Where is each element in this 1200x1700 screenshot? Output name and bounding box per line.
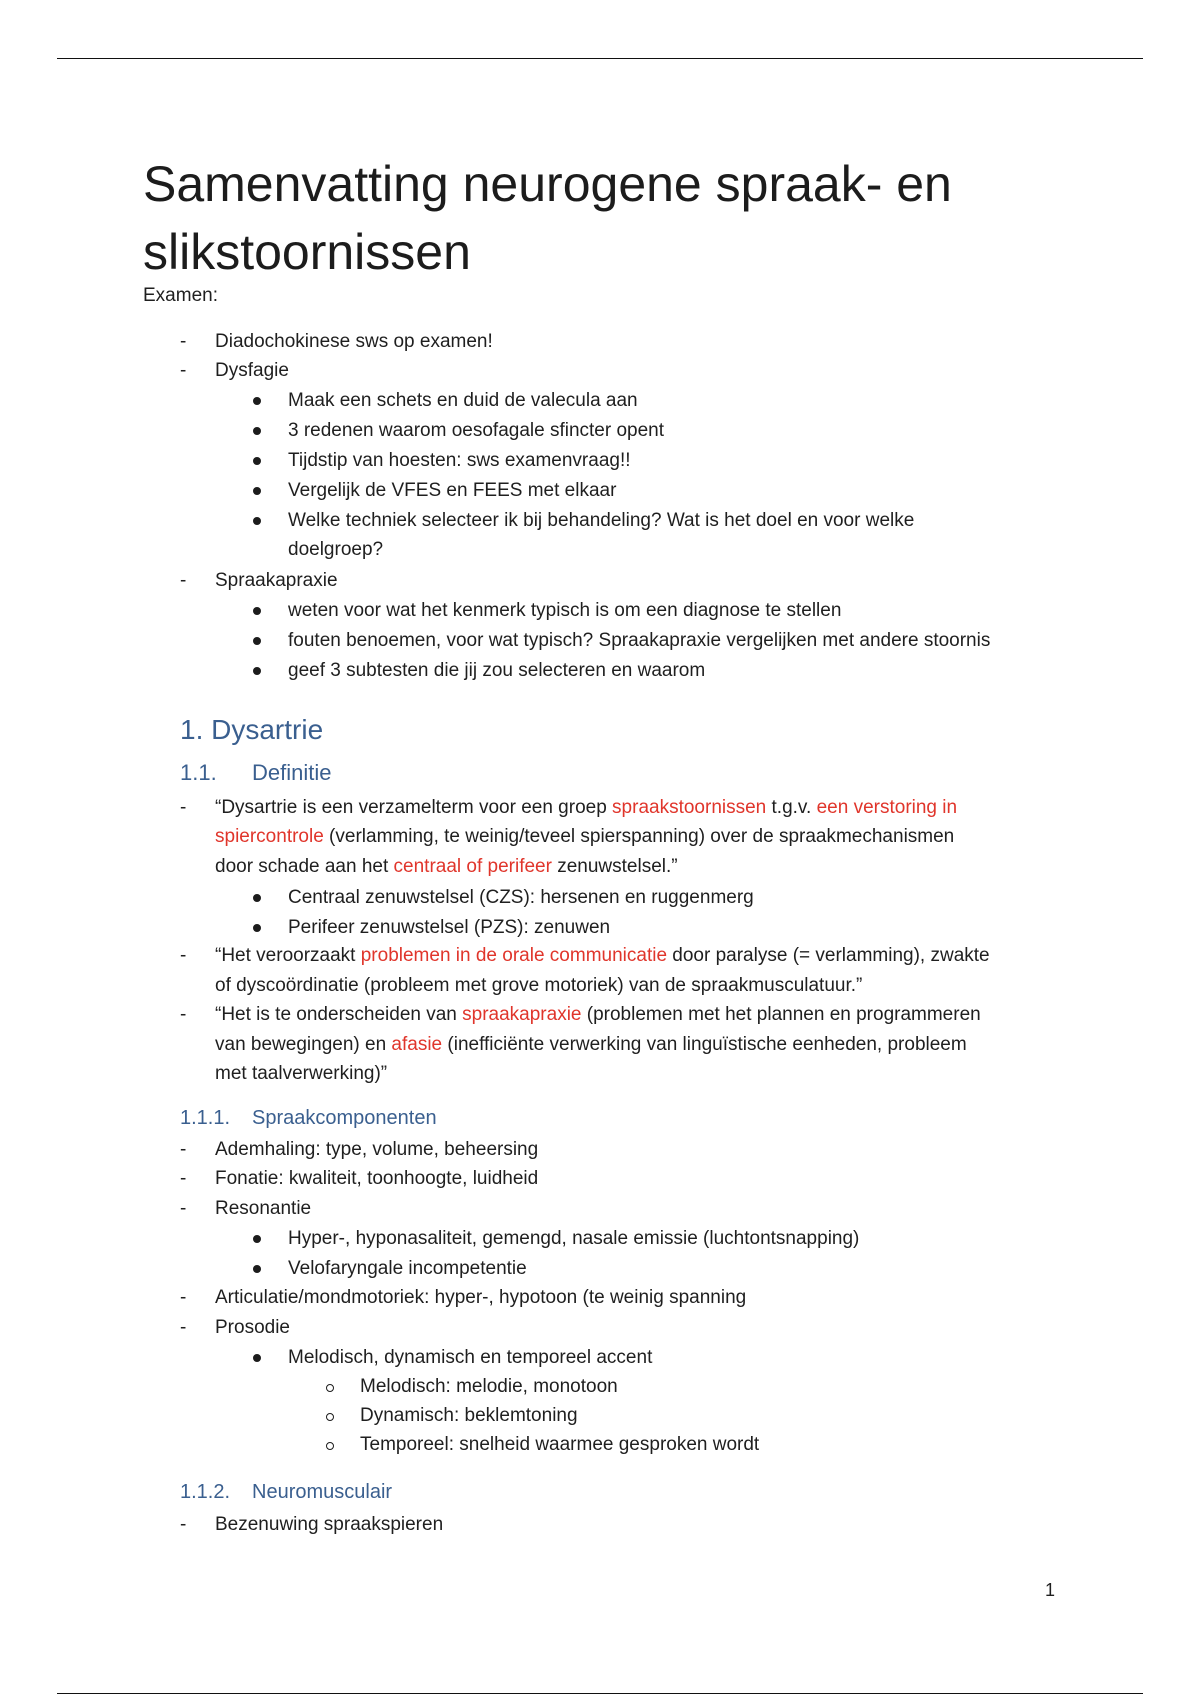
dash-marker: -	[180, 331, 187, 352]
text-run: t.g.v.	[766, 797, 817, 818]
text-run: door paralyse (= verlamming), zwakte	[667, 945, 990, 966]
list-item: geef 3 subtesten die jij zou selecteren en waarom	[288, 660, 706, 681]
heading-1-1	[180, 759, 331, 787]
bullet-marker	[253, 667, 261, 675]
list-item: Resonantie	[215, 1198, 312, 1219]
list-item: Dynamisch: beklemtoning	[360, 1405, 578, 1426]
circle-marker	[326, 1442, 334, 1450]
heading-number: 1.1.1.	[180, 1107, 231, 1129]
list-item: weten voor wat het kenmerk typisch is om een diagnose te stellen	[288, 600, 842, 621]
list-item: Ademhaling: type, volume, beheersing	[215, 1139, 539, 1160]
footer-rule	[57, 1693, 1143, 1694]
bullet-marker	[253, 607, 261, 615]
highlight-text: centraal of perifeer	[393, 856, 552, 877]
text-run: (problemen met het plannen en programmeren	[581, 1004, 981, 1025]
list-item: Fonatie: kwaliteit, toonhoogte, luidheid	[215, 1168, 539, 1189]
circle-marker	[326, 1413, 334, 1421]
list-item: Spraakapraxie	[215, 570, 338, 591]
heading-1	[180, 713, 323, 747]
definition-line	[215, 1003, 981, 1027]
text-run: (verlamming, te weinig/teveel spierspanning) over de spraakmechanismen	[323, 826, 955, 847]
heading-number: 1.	[180, 714, 204, 745]
text-run: zenuwstelsel.”	[551, 856, 678, 877]
bullet-marker	[253, 397, 261, 405]
list-item: Welke techniek selecteer ik bij behandeling? Wat is het doel en voor welke	[288, 510, 915, 531]
definition-line	[215, 855, 678, 879]
text-run: “Het veroorzaakt	[215, 945, 361, 966]
bullet-marker	[253, 427, 261, 435]
highlight-text: een verstoring in	[816, 797, 958, 818]
text-run: van bewegingen) en	[215, 1034, 392, 1055]
heading-text: Dysartrie	[211, 714, 324, 745]
list-item: Articulatie/mondmotoriek: hyper-, hypotoon (te weinig spanning	[215, 1287, 747, 1308]
highlight-text: spraakapraxie	[462, 1004, 582, 1025]
list-item: Hyper-, hyponasaliteit, gemengd, nasale emissie (luchtontsnapping)	[288, 1228, 860, 1249]
list-item: Prosodie	[215, 1317, 290, 1338]
heading-text: Definitie	[252, 760, 332, 785]
bullet-marker	[253, 637, 261, 645]
circle-marker	[326, 1384, 334, 1392]
header-rule	[57, 58, 1143, 59]
definition-line	[215, 796, 957, 820]
list-item-continuation: doelgroep?	[288, 539, 384, 560]
heading-1-1-2	[180, 1479, 392, 1505]
list-item: Maak een schets en duid de valecula aan	[288, 390, 638, 411]
definition-line	[215, 1033, 967, 1057]
definition-line: met taalverwerking)”	[215, 1063, 388, 1084]
dash-marker: -	[180, 1168, 187, 1189]
dash-marker: -	[180, 570, 187, 591]
list-item: Perifeer zenuwstelsel (PZS): zenuwen	[288, 917, 611, 938]
heading-text: Spraakcomponenten	[252, 1107, 437, 1129]
text-run: door schade aan het	[215, 856, 394, 877]
definition-line	[215, 825, 954, 849]
list-item: Vergelijk de VFES en FEES met elkaar	[288, 480, 617, 501]
heading-1-1-1	[180, 1105, 437, 1131]
page-number: 1	[1045, 1580, 1056, 1600]
bullet-marker	[253, 1265, 261, 1273]
text-run: “Het is te onderscheiden van	[215, 1004, 463, 1025]
exam-label: Examen:	[143, 285, 218, 306]
bullet-marker	[253, 457, 261, 465]
bullet-marker	[253, 1354, 261, 1362]
list-item: Temporeel: snelheid waarmee gesproken wordt	[360, 1434, 760, 1455]
list-item: Diadochokinese sws op examen!	[215, 331, 493, 352]
heading-number: 1.1.2.	[180, 1481, 231, 1503]
list-item: Centraal zenuwstelsel (CZS): hersenen en ruggenmerg	[288, 887, 754, 908]
list-item: Tijdstip van hoesten: sws examenvraag!!	[288, 450, 631, 471]
document-title: Samenvatting neurogene spraak- en slikstoornissen	[143, 156, 952, 280]
highlight-text: problemen in de orale communicatie	[360, 945, 668, 966]
dash-marker: -	[180, 1317, 187, 1338]
dash-marker: -	[180, 1139, 187, 1160]
text-run: “Dysartrie is een verzamelterm voor een groep	[215, 797, 613, 818]
text-run: (inefficiënte verwerking van linguïstische eenheden, probleem	[442, 1034, 967, 1055]
list-item: fouten benoemen, voor wat typisch? Spraakapraxie vergelijken met andere stoornis	[288, 630, 991, 651]
definition-line: of dyscoördinatie (probleem met grove motoriek) van de spraakmusculatuur.”	[215, 975, 863, 996]
dash-marker: -	[180, 797, 187, 818]
list-item: Bezenuwing spraakspieren	[215, 1514, 444, 1535]
dash-marker: -	[180, 360, 187, 381]
dash-marker: -	[180, 1198, 187, 1219]
list-item: Velofaryngale incompetentie	[288, 1258, 527, 1279]
highlight-text: spraakstoornissen	[612, 797, 767, 818]
bullet-marker	[253, 894, 261, 902]
heading-text: Neuromusculair	[252, 1481, 393, 1503]
bullet-marker	[253, 924, 261, 932]
list-item: Melodisch, dynamisch en temporeel accent	[288, 1347, 653, 1368]
bullet-marker	[253, 1235, 261, 1243]
dash-marker: -	[180, 1287, 187, 1308]
definition-line	[215, 944, 990, 968]
list-item: Melodisch: melodie, monotoon	[360, 1376, 618, 1397]
dash-marker: -	[180, 1004, 187, 1025]
highlight-text: afasie	[391, 1034, 443, 1055]
bullet-marker	[253, 487, 261, 495]
dash-marker: -	[180, 945, 187, 966]
bullet-marker	[253, 517, 261, 525]
highlight-text: spiercontrole	[215, 826, 324, 847]
list-item: Dysfagie	[215, 360, 289, 381]
dash-marker: -	[180, 1514, 187, 1535]
list-item: 3 redenen waarom oesofagale sfincter opent	[288, 420, 665, 441]
heading-number: 1.1.	[180, 760, 217, 785]
